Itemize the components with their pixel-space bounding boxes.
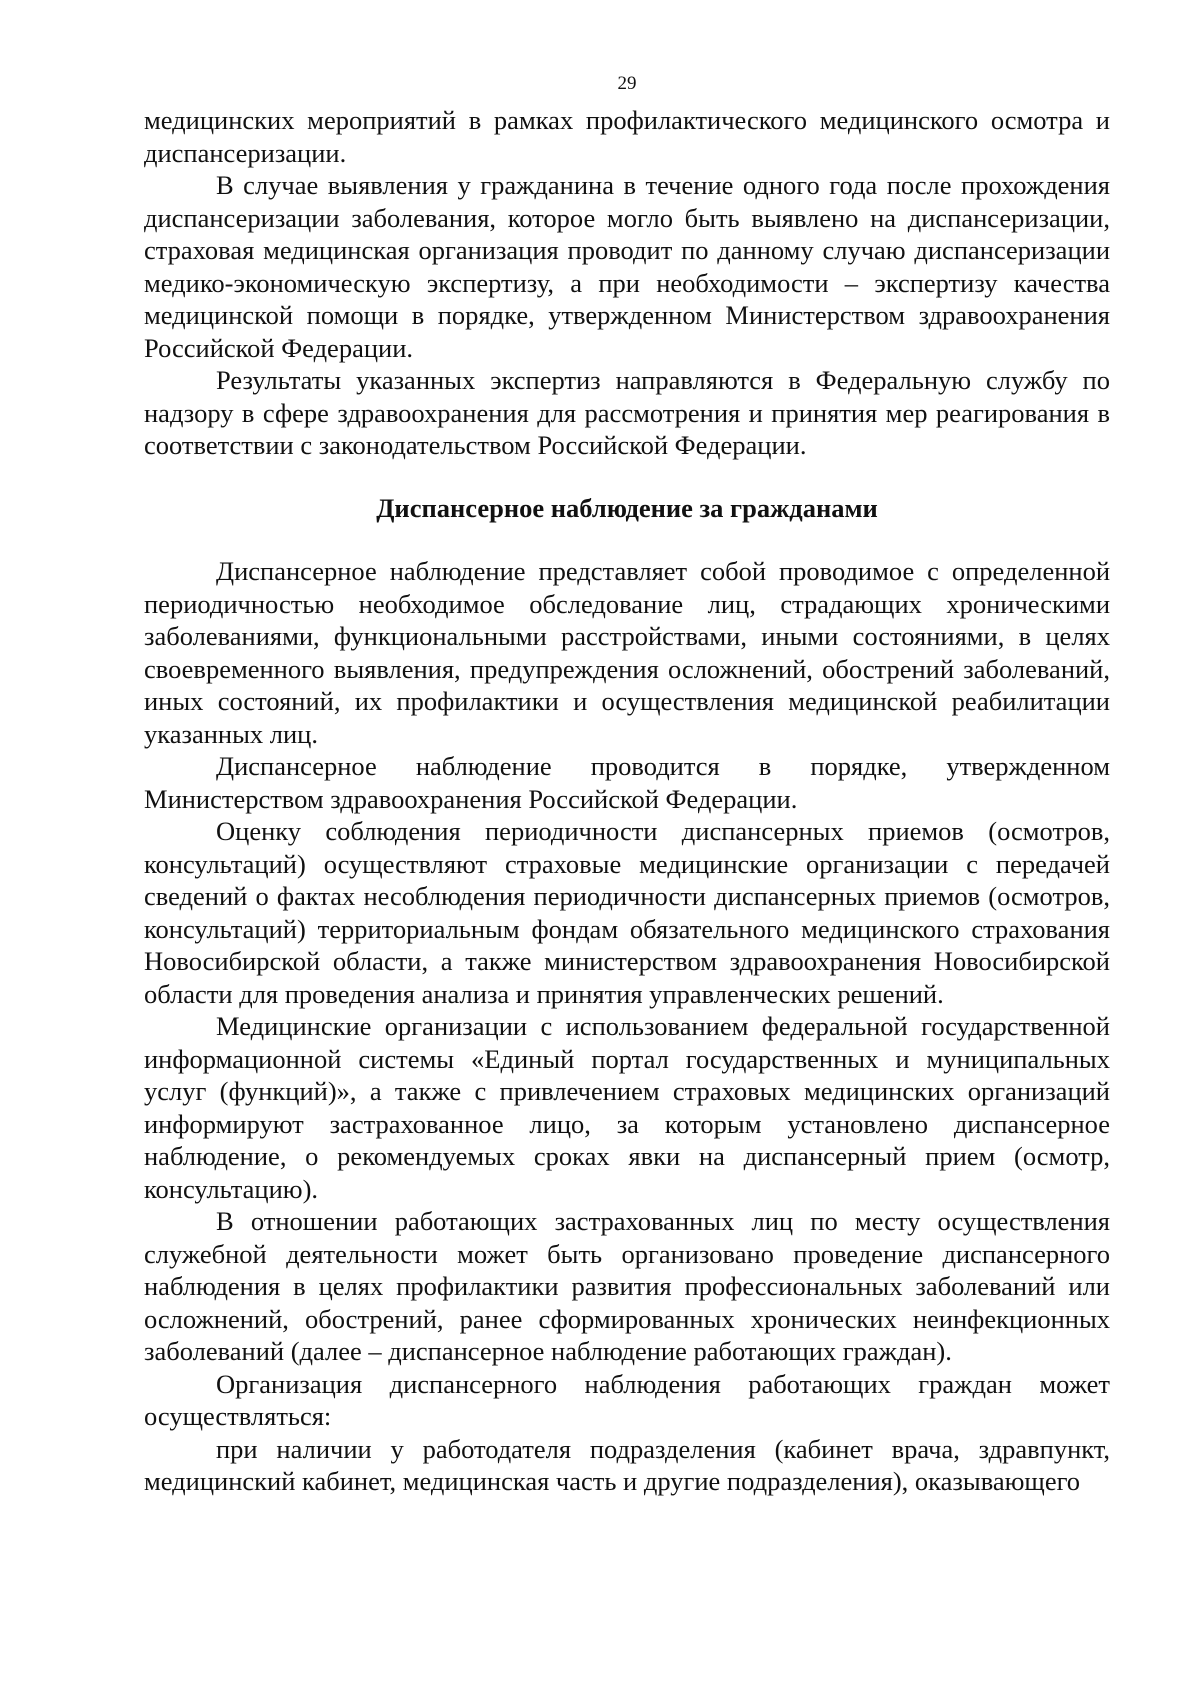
paragraph: Оценку соблюдения периодичности диспансерных приемов (осмотров, консультаций) осуществляют страховые медицинские организации с передачей сведений о фактах несоблюдения периодичности диспансерных приемов (осмотров, консультаций) территориальным фондам обязательного медицинского страхования Новосибирской области, а также министерством здравоохранения Новосибирской области для проведения анализа и принятия управленческих решений. xyxy=(144,816,1110,1009)
section-heading: Диспансерное наблюдение за гражданами xyxy=(376,492,878,523)
paragraph: медицинских мероприятий в рамках профилактического медицинского осмотра и диспансеризации. xyxy=(144,105,1110,168)
paragraph: при наличии у работодателя подразделения (кабинет врача, здравпункт, медицинский кабинет, медицинская часть и другие подразделения), оказывающего xyxy=(144,1433,1110,1496)
body-text-top xyxy=(144,104,1110,462)
body-text-bottom xyxy=(144,555,1110,1498)
page-number: 29 xyxy=(617,73,637,94)
paragraph: Диспансерное наблюдение представляет собой проводимое с определенной периодичностью необходимое обследование лиц, страдающих хроническими заболеваниями, функциональными расстройствами, иными состояниями, в целях своевременного выявления, предупреждения осложнений, обострений заболеваний, иных состояний, их профилактики и осуществления медицинской реабилитации указанных лиц. xyxy=(144,556,1110,749)
paragraph: В случае выявления у гражданина в течение одного года после прохождения диспансеризации заболевания, которое могло быть выявлено на диспансеризации, страховая медицинская организация проводит по данному случаю диспансеризации медико-экономическую экспертизу, а при необходимости – экспертизу качества медицинской помощи в порядке, утвержденном Министерством здравоохранения Российской Федерации. xyxy=(144,170,1110,363)
paragraph: Медицинские организации с использованием федеральной государственной информационной системы «Единый портал государственных и муниципальных услуг (функций)», а также с привлечением страховых медицинских организаций информируют застрахованное лицо, за которым установлено диспансерное наблюдение, о рекомендуемых сроках явки на диспансерный прием (осмотр, консультацию). xyxy=(144,1011,1110,1204)
paragraph: Диспансерное наблюдение проводится в порядке, утвержденном Министерством здравоохранения Российской Федерации. xyxy=(144,751,1110,814)
paragraph: Организация диспансерного наблюдения работающих граждан может осуществляться: xyxy=(144,1368,1110,1431)
paragraph: В отношении работающих застрахованных лиц по месту осуществления служебной деятельности может быть организовано проведение диспансерного наблюдения в целях профилактики развития профессиональных заболеваний или осложнений, обострений, ранее сформированных хронических неинфекционных заболеваний (далее – диспансерное наблюдение работающих граждан). xyxy=(144,1206,1110,1366)
paragraph: Результаты указанных экспертиз направляются в Федеральную службу по надзору в сфере здравоохранения для рассмотрения и принятия мер реагирования в соответствии с законодательством Российской Федерации. xyxy=(144,365,1110,460)
